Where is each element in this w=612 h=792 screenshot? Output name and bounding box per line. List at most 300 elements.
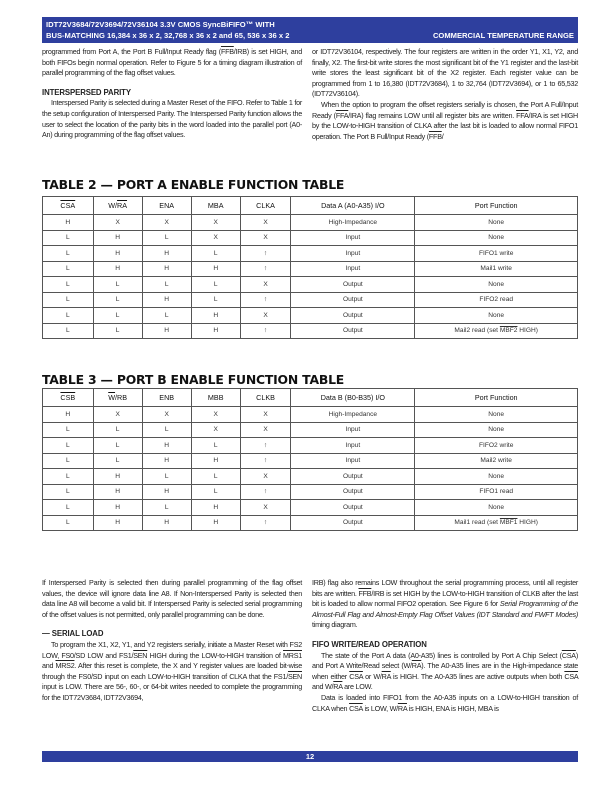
section-heading	[312, 640, 578, 651]
table-cell	[142, 500, 191, 516]
text-run: L	[213, 472, 218, 480]
text-run: Port Function	[474, 393, 518, 402]
text-run: HIGH during the LOW-to-HIGH transition of	[147, 650, 284, 660]
text-run: H	[115, 519, 121, 527]
top-left-column	[42, 47, 302, 141]
table-row	[43, 323, 578, 339]
text-run: ↑	[263, 519, 268, 527]
header-title-line1: IDT72V3684/72V3694/72V36104 3.3V CMOS SyncBiFIFO™ WITH	[46, 20, 275, 29]
text-run: None	[488, 426, 505, 434]
paragraph	[42, 578, 302, 620]
column-header	[240, 197, 291, 215]
table-cell	[240, 484, 291, 500]
table-row	[43, 292, 578, 308]
text-run: X	[263, 410, 268, 418]
text-run: L	[213, 249, 218, 257]
overbar-signal-text: $\overline{RA}$	[333, 682, 343, 692]
table-cell	[191, 515, 240, 531]
overbar-signal-text: $\overline{RA}$	[381, 671, 391, 681]
text-run: ENA	[159, 201, 175, 210]
text-run: Input	[345, 265, 361, 273]
paragraph	[42, 98, 302, 140]
table-row	[43, 308, 578, 324]
overbar-signal-text: MRS1	[283, 650, 302, 660]
overbar-signal-text: $\overline{FFA}$	[516, 110, 529, 120]
text-run: Output	[342, 488, 363, 496]
table-cell	[240, 230, 291, 246]
table-cell	[415, 484, 578, 500]
table-cell	[43, 500, 94, 516]
paragraph	[312, 693, 578, 714]
text-run: timing diagram.	[312, 620, 358, 630]
text-run: H	[65, 218, 71, 226]
text-run: IRB) flag also remains LOW throughout the serial programming process, until all register bits are written.	[312, 578, 578, 598]
text-run: Mail2 write	[480, 457, 512, 465]
text-run: If Interspersed Parity is selected then during parallel programming of the flag offset values, the device will ignore data line A8. If Non-Interspersed Parity is selected then data line A8 will become a valid bit. If Interspersed Parity is selected serial programming of the offset values is not permitted, only parallel programming can be done.	[42, 578, 302, 619]
table-cell	[43, 422, 94, 438]
overbar-signal-text: $\overline{RA}$	[117, 201, 128, 210]
table-cell	[240, 438, 291, 454]
text-run: None	[488, 311, 505, 319]
text-run: Output	[342, 296, 363, 304]
text-run: L	[115, 426, 120, 434]
paragraph	[42, 640, 302, 704]
table-cell	[415, 469, 578, 485]
text-run: L	[65, 472, 70, 480]
paragraph	[312, 100, 578, 142]
overbar-signal-text: $\overline{CSA}$	[349, 671, 363, 681]
table-row	[43, 230, 578, 246]
table-cell	[415, 515, 578, 531]
table-cell	[43, 261, 94, 277]
table-cell	[43, 407, 94, 423]
text-run: High-Impedance	[328, 218, 378, 226]
table-cell	[142, 438, 191, 454]
table-cell	[415, 422, 578, 438]
text-run: Serial Programming of the Almost-Full Flag and Almost-Empty Flag Offset Values (IDT Standard and FWFT Modes)	[312, 599, 578, 619]
text-run: None	[488, 472, 505, 480]
table-cell	[93, 215, 142, 231]
table-cell	[142, 407, 191, 423]
text-run: HIGH)	[517, 327, 538, 335]
paragraph	[312, 651, 578, 693]
table-cell	[142, 230, 191, 246]
section-heading	[42, 629, 302, 640]
table-cell	[43, 292, 94, 308]
table-cell	[291, 261, 415, 277]
table-cell	[93, 484, 142, 500]
text-run: is LOW, W/	[362, 703, 398, 713]
text-run: ↑	[263, 441, 268, 449]
table-cell	[191, 292, 240, 308]
table-cell	[291, 277, 415, 293]
table-row	[43, 277, 578, 293]
text-run: H	[115, 234, 121, 242]
text-run: L	[164, 426, 169, 434]
table-cell	[191, 215, 240, 231]
text-run: Input	[345, 441, 361, 449]
column-header	[93, 389, 142, 407]
text-run: ↑	[263, 249, 268, 257]
text-run: FIFO1 read	[479, 488, 514, 496]
table-row	[43, 500, 578, 516]
table-cell	[415, 215, 578, 231]
bottom-left-column	[42, 578, 302, 704]
table-cell	[240, 500, 291, 516]
table-cell	[240, 215, 291, 231]
text-run: H	[213, 327, 219, 335]
table-cell	[191, 246, 240, 262]
table-cell	[415, 407, 578, 423]
table-cell	[291, 230, 415, 246]
text-run: X	[263, 426, 268, 434]
overbar-signal-text: $\overline{CSA}$	[561, 650, 576, 660]
table-cell	[291, 407, 415, 423]
table-cell	[415, 453, 578, 469]
table-cell	[415, 230, 578, 246]
table-cell	[43, 215, 94, 231]
table-cell	[191, 230, 240, 246]
text-run: H	[115, 265, 121, 273]
text-run: L	[115, 327, 120, 335]
table-row	[43, 261, 578, 277]
text-run: H	[213, 519, 219, 527]
table-cell	[142, 215, 191, 231]
text-run: Output	[342, 503, 363, 511]
text-run: ↑	[263, 296, 268, 304]
text-run: Output	[342, 519, 363, 527]
text-run: /IRB is set HIGH by the LOW-to-HIGH transition of CLKB after the last bit is loaded to allow normal FIFO2 operation. See Figure 6 for	[312, 588, 578, 609]
text-run: L	[164, 472, 169, 480]
table-cell	[142, 484, 191, 500]
column-header	[93, 197, 142, 215]
table-cell	[142, 261, 191, 277]
overbar-signal-text: $\overline{CSA}$	[349, 703, 363, 713]
text-run: Output	[342, 472, 363, 480]
table-cell	[291, 292, 415, 308]
overbar-signal-text: $\overline{SEN}$	[133, 650, 148, 660]
text-run: X	[213, 218, 218, 226]
text-run: The state of the Port A data (A0-A35) lines is controlled by Port A Chip Select (	[321, 650, 562, 660]
text-run: HIGH)	[517, 519, 538, 527]
text-run: L	[65, 327, 70, 335]
table-cell	[142, 323, 191, 339]
table-row	[43, 246, 578, 262]
table3-title: TABLE 3 — PORT B ENABLE FUNCTION TABLE	[42, 372, 345, 387]
table-cell	[191, 422, 240, 438]
overbar-signal-text: $\overline{CSA}$	[564, 671, 579, 681]
text-run: L	[115, 280, 120, 288]
text-run: ) and Port A Write/Read select (W/	[312, 650, 578, 671]
table-cell	[291, 422, 415, 438]
table-row	[43, 453, 578, 469]
text-run: or IDT72V36104, respectively. The four registers are written in the order Y1, X1, Y2, and finally, X2. The first-bit write stores the most significant bit of the Y1 register and the last-bit write stores the least significant bit of the X2 register. Each register value can be programmed from 1 to 16,380 (IDT72V3684), 1 to 32,764 (IDT72V3694), or 1 to 65,532 (IDT72V36104).	[312, 47, 578, 99]
table-cell	[415, 500, 578, 516]
text-run: L	[115, 441, 120, 449]
overbar-signal-text: $\overline{FFB}$	[428, 131, 442, 141]
table-row	[43, 438, 578, 454]
column-header	[142, 197, 191, 215]
text-run: L	[65, 234, 70, 242]
table-cell	[142, 515, 191, 531]
text-run: X	[263, 472, 268, 480]
table-header-row	[43, 197, 578, 215]
table-cell	[93, 453, 142, 469]
text-run: Output	[342, 327, 363, 335]
text-run: ↑	[263, 488, 268, 496]
overbar-signal-text: $\overline{CSB}$	[60, 393, 76, 402]
text-run: input is LOW. There are 56-, 60-, or 64-bit writes needed to complete the programming for the IDT72V3684, IDT72V3694,	[42, 682, 302, 702]
text-run: Output	[342, 280, 363, 288]
overbar-signal-text: $\overline{RA}$	[411, 661, 422, 671]
table-cell	[43, 246, 94, 262]
table-cell	[93, 515, 142, 531]
text-run: X	[164, 410, 169, 418]
text-run: X	[263, 218, 268, 226]
text-run: /IRB) is set HIGH, and both FIFOs begin normal operation. Refer to Figure 5 for a timing diagram illustration of parallel programming of the flag offset values.	[42, 47, 302, 78]
text-run: H	[115, 249, 121, 257]
text-run: H	[213, 503, 219, 511]
table-cell	[93, 469, 142, 485]
table-cell	[191, 453, 240, 469]
text-run: Port Function	[474, 201, 518, 210]
table-cell	[291, 308, 415, 324]
column-header	[191, 389, 240, 407]
table-cell	[43, 277, 94, 293]
header-title-line2: BUS-MATCHING 16,384 x 36 x 2, 32,768 x 36 x 2 and 65, 536 x 36 x 2	[46, 31, 290, 40]
text-run: — SERIAL LOAD	[42, 629, 104, 639]
table-cell	[142, 246, 191, 262]
table-cell	[240, 277, 291, 293]
text-run: W/	[108, 201, 118, 210]
column-header	[415, 197, 578, 215]
text-run: or W/	[362, 671, 382, 681]
text-run: L	[65, 457, 70, 465]
text-run: Mail2 read (set	[454, 327, 500, 335]
text-run: L	[164, 311, 169, 319]
table-cell	[191, 261, 240, 277]
text-run: is HIGH, ENA is HIGH, MBA is	[406, 703, 499, 713]
table-cell	[291, 215, 415, 231]
table-header-row	[43, 389, 578, 407]
text-run: L	[65, 519, 70, 527]
text-run: H	[213, 457, 219, 465]
text-run: L	[65, 249, 70, 257]
text-run: FIFO1 write	[478, 249, 514, 257]
table-cell	[142, 453, 191, 469]
column-header	[191, 197, 240, 215]
table-cell	[43, 308, 94, 324]
text-run: L	[164, 234, 169, 242]
table-row	[43, 422, 578, 438]
table-cell	[415, 277, 578, 293]
text-run: Data B (B0-B35) I/O	[320, 393, 386, 402]
table-cell	[291, 453, 415, 469]
table-cell	[191, 469, 240, 485]
table-row	[43, 215, 578, 231]
text-run: /IRA is set HIGH by the LOW-to-HIGH transition of CLKA after the last bit is loaded to allow normal FIFO1 operation. The Port B Full/Input Ready (	[312, 110, 578, 141]
column-header	[43, 197, 94, 215]
port-a-enable-table	[42, 196, 578, 339]
text-run: Mail1 write	[480, 265, 512, 273]
table-cell	[93, 407, 142, 423]
text-run: X	[263, 234, 268, 242]
table-cell	[291, 484, 415, 500]
text-run: H	[164, 457, 170, 465]
table-cell	[93, 500, 142, 516]
text-run: FIFO WRITE/READ OPERATION	[312, 639, 427, 649]
text-run: /IRA) flag remains LOW until all register bits are written.	[348, 110, 517, 120]
table-cell	[240, 422, 291, 438]
column-header	[240, 389, 291, 407]
text-run: L	[115, 457, 120, 465]
text-run: Input	[345, 249, 361, 257]
text-run: H	[213, 311, 219, 319]
text-run: X	[115, 218, 120, 226]
text-run: None	[488, 218, 505, 226]
text-run: L	[65, 488, 70, 496]
text-run: Output	[342, 311, 363, 319]
text-run: H	[65, 410, 71, 418]
text-run: L	[213, 280, 218, 288]
column-header	[142, 389, 191, 407]
table-cell	[93, 261, 142, 277]
overbar-signal-text: $\overline{RA}$	[397, 703, 407, 713]
table-cell	[93, 246, 142, 262]
paragraph	[312, 47, 578, 100]
table-cell	[93, 323, 142, 339]
table-cell	[191, 407, 240, 423]
text-run: H	[164, 488, 170, 496]
table-cell	[415, 246, 578, 262]
column-header	[291, 389, 415, 407]
text-run: X	[213, 426, 218, 434]
overbar-signal-text: $\overline{FFB}$	[358, 588, 372, 598]
text-run: L	[213, 488, 218, 496]
text-run: L	[65, 503, 70, 511]
header-temperature-range: COMMERCIAL TEMPERATURE RANGE	[432, 31, 574, 40]
table-cell	[240, 308, 291, 324]
table-cell	[142, 308, 191, 324]
table-cell	[43, 515, 94, 531]
text-run: L	[213, 441, 218, 449]
text-run: . After this reset is complete, the X and Y register values are loaded bit-wise through the FS0/SD input on each LOW-to-HIGH transition of CLKA that the FS1/	[42, 661, 302, 681]
top-right-column	[312, 47, 578, 142]
table-cell	[43, 323, 94, 339]
text-run: Data A (A0-A35) I/O	[321, 201, 385, 210]
text-run: L	[65, 426, 70, 434]
table-cell	[291, 515, 415, 531]
overbar-signal-text: $\overline{CSA}$	[60, 201, 76, 210]
text-run: /	[441, 131, 444, 141]
table-cell	[415, 261, 578, 277]
text-run: X	[115, 410, 120, 418]
table-cell	[191, 438, 240, 454]
table-cell	[240, 515, 291, 531]
table-cell	[93, 438, 142, 454]
text-run: H	[164, 519, 170, 527]
text-run: Input	[345, 426, 361, 434]
text-run: L	[115, 296, 120, 304]
table-cell	[142, 277, 191, 293]
text-run: programmed from Port A, the Port B Full/Input Ready flag (	[42, 47, 221, 56]
table-cell	[191, 323, 240, 339]
text-run: Interspersed Parity is selected during a Master Reset of the FIFO. Refer to Table 1 for the setup configuration of Interspersed Parity. The Interspersed Parity function allows the user to select the location of the parity bits in the word loaded into the parallel port (A0-An) during programming of the flag offset values.	[42, 98, 302, 140]
text-run: L	[65, 441, 70, 449]
overbar-signal-text: $\overline{FFB}$	[220, 47, 234, 56]
column-header	[43, 389, 94, 407]
text-run: H	[164, 296, 170, 304]
text-run: L	[65, 311, 70, 319]
text-run: L	[65, 265, 70, 273]
text-run: ↑	[263, 457, 268, 465]
table-cell	[291, 323, 415, 339]
table-cell	[240, 323, 291, 339]
text-run: L	[164, 503, 169, 511]
table-cell	[415, 323, 578, 339]
text-run: High-Impedance	[328, 410, 378, 418]
text-run: FIFO2 read	[479, 296, 514, 304]
table-cell	[43, 469, 94, 485]
text-run: H	[164, 441, 170, 449]
text-run: is HIGH. The A0-A35 lines are active outputs when both	[390, 671, 565, 681]
column-header	[291, 197, 415, 215]
text-run: None	[488, 503, 505, 511]
text-run: CLKA	[256, 201, 275, 210]
paragraph	[42, 47, 302, 79]
table-row	[43, 484, 578, 500]
overbar-signal-text: MBF1	[499, 519, 518, 527]
text-run: L	[115, 311, 120, 319]
port-b-enable-table	[42, 388, 578, 531]
footer-bar	[42, 751, 578, 762]
overbar-signal-text: $\overline{FFA}$	[335, 110, 349, 120]
table-cell	[43, 230, 94, 246]
table-cell	[191, 308, 240, 324]
text-run: MBB	[207, 393, 224, 402]
page-number: 12	[305, 752, 315, 761]
text-run: Input	[345, 234, 361, 242]
text-run: are LOW.	[342, 682, 373, 692]
table-cell	[240, 246, 291, 262]
table-cell	[93, 308, 142, 324]
text-run: When the option to program the offset registers serially is chosen, the Port A Full/Input Ready (	[312, 99, 578, 120]
table-cell	[43, 484, 94, 500]
table-cell	[240, 407, 291, 423]
table-cell	[93, 292, 142, 308]
table-row	[43, 515, 578, 531]
table-cell	[291, 246, 415, 262]
text-run: H	[164, 327, 170, 335]
bottom-right-column	[312, 578, 578, 714]
table-cell	[291, 438, 415, 454]
text-run: L	[65, 280, 70, 288]
text-run: X	[164, 218, 169, 226]
table-cell	[240, 469, 291, 485]
text-run: H	[115, 503, 121, 511]
text-run: MBA	[207, 201, 224, 210]
table2-title: TABLE 2 — PORT A ENABLE FUNCTION TABLE	[42, 177, 345, 192]
text-run: and W/	[312, 682, 334, 692]
text-run: H	[164, 265, 170, 273]
table-cell	[415, 438, 578, 454]
text-run: H	[164, 249, 170, 257]
text-run: Mail1 read (set	[454, 519, 500, 527]
text-run: Input	[345, 457, 361, 465]
overbar-signal-text: $\overline{SEN}$	[287, 671, 302, 681]
table-cell	[291, 469, 415, 485]
table-cell	[191, 484, 240, 500]
